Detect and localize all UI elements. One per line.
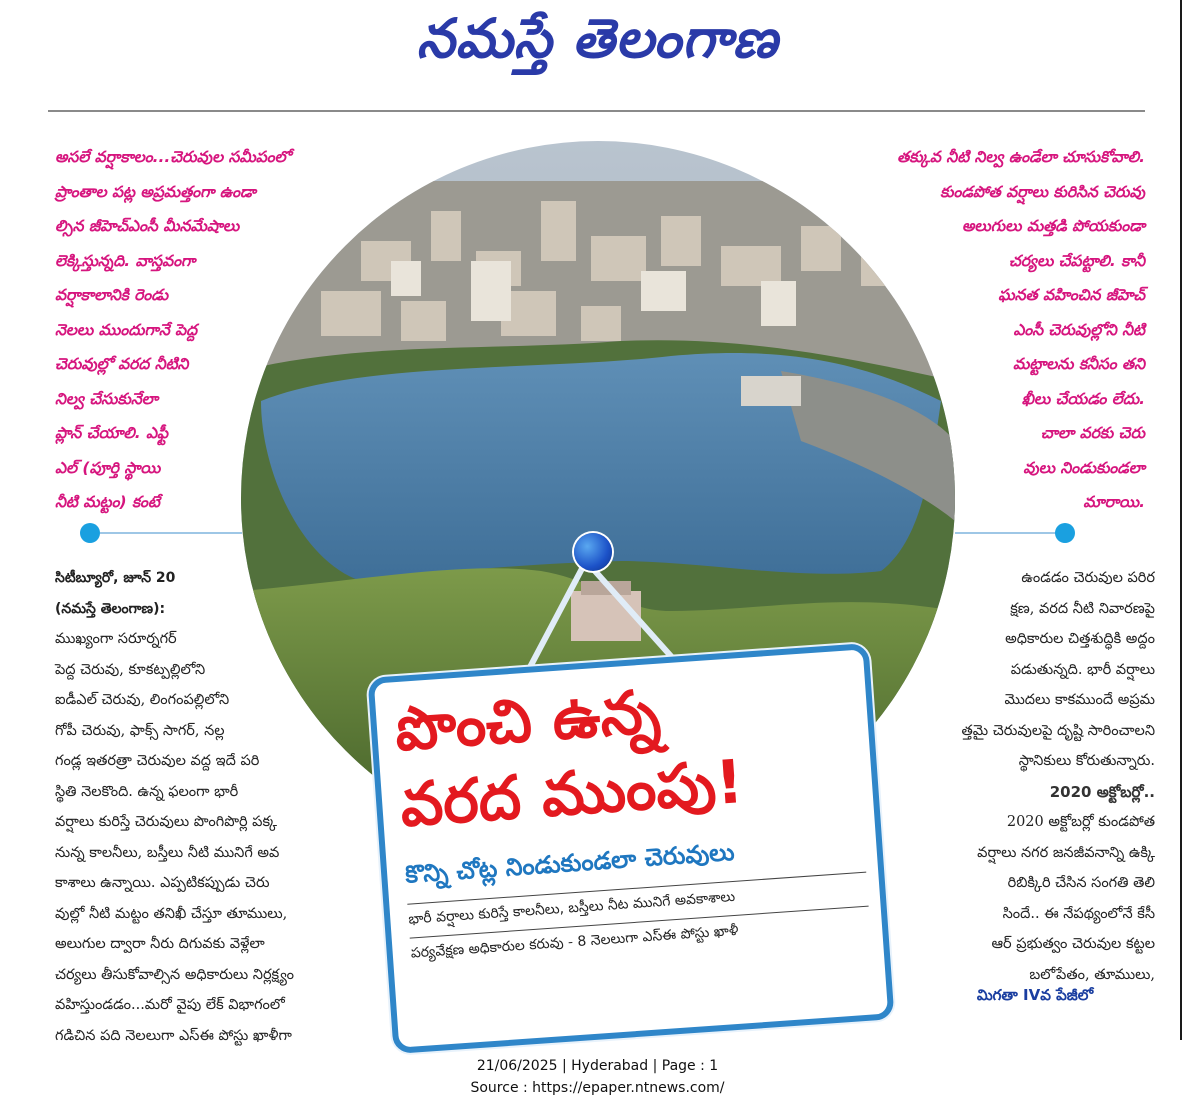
body-line: వహిస్తుండడం...మరో వైపు లేక్ విభాగంలో [55, 997, 285, 1013]
body-line: గోపీ చెరువు, ఫాక్స్ సాగర్, నల్ల [55, 722, 225, 739]
body-line: త్తమై చెరువులపై దృష్టి సారించాలని [961, 722, 1155, 739]
intro-line: ప్లాన్ చేయాలి. ఎఫ్టీ [55, 424, 169, 442]
intro-line: చెరువుల్లో వరద నీటిని [55, 355, 189, 373]
headline-line-1: పొంచి ఉన్న [392, 676, 663, 766]
body-line: బలోపేతం, తూములు, [1029, 966, 1155, 983]
body-line: గడిచిన పది నెలలుగా ఎస్ఈ పోస్టు ఖాళీగా [55, 1027, 292, 1044]
footer-source[interactable]: Source : https://epaper.ntnews.com/ [470, 1080, 725, 1096]
body-line: వుల్లో నీటి మట్టం తనిఖీ చేస్తూ తూములు, [55, 905, 288, 922]
body-line: అధికారుల చిత్తశుద్ధికి అద్దం [1005, 631, 1155, 647]
intro-line: అసలే వర్షాకాలం...చెరువుల సమీపంలో [55, 148, 291, 166]
intro-line: ల్సిన జీహెచ్ఎంసీ మీనమేషాలు [55, 217, 240, 235]
intro-line: ఘనత వహించిన జీహెచ్ [998, 286, 1145, 304]
intro-line: అలుగులు మత్తడి పోయకుండా [961, 217, 1145, 235]
body-line: వర్షాలు కురిస్తే చెరువులు పొంగిపొర్లి పక్క [55, 814, 278, 830]
body-line: ఉండడం చెరువుల పరిర [1021, 570, 1155, 586]
body-line: అలుగుల ద్వారా నీరు దిగువకు వెళ్లేలా [55, 936, 265, 952]
intro-line: మారాయి. [1083, 493, 1145, 511]
body-line: చర్యలు తీసుకోవాల్సిన అధికారులు నిర్లక్ష్యం [55, 966, 294, 983]
headline-subtitle: కొన్ని చోట్ల నిండుకుండలా చెరువులు [404, 837, 736, 889]
dateline: సిటీబ్యూరో, జూన్ 20 [55, 570, 176, 586]
intro-line: ప్రాంతాల పట్ల అప్రమత్తంగా ఉండా [55, 182, 256, 201]
body-line: ముఖ్యంగా సరూర్నగర్ [55, 631, 177, 647]
top-divider [48, 110, 1145, 112]
body-right-column [905, 563, 1155, 990]
intro-line: నీటి మట్టం) కంటే [55, 493, 160, 511]
intro-line: నెలలు ముందుగానే పెద్ద [55, 320, 198, 339]
body-line: రిబిక్కిరి చేసిన సంగతి తెలి [1007, 875, 1155, 891]
body-line: ఐడీఎల్ చెరువు, లింగంపల్లిలోని [55, 692, 230, 708]
intro-line: వులు నిండుకుండలా [1023, 458, 1145, 477]
body-line: నున్న కాలనీలు, బస్తీలు నీటి మునిగే అవ [55, 844, 280, 861]
subhead: 2020 అక్టోబర్లో.. [1049, 782, 1155, 801]
headline-bullet: భారీ వర్షాలు కురిస్తే కాలనీలు, బస్తీలు నీట మునిగే అవకాశాలు [407, 872, 868, 938]
intro-line: తక్కువ నీటి నిల్వ ఉండేలా చూసుకోవాలి. [897, 148, 1145, 166]
body-line: మొదలు కాకముందే అప్రమ [1004, 692, 1155, 708]
headline-box [367, 643, 894, 1054]
continued-jump-link[interactable]: మిగతా IVవ పేజీలో [976, 986, 1094, 1004]
intro-line: ఎల్ (పూర్తి స్థాయి [55, 458, 161, 477]
intro-line: చాలా వరకు చెరు [1040, 424, 1145, 442]
body-line: గండ్ల ఇతరత్రా చెరువుల వద్ద ఇదే పరి [55, 753, 260, 769]
separator-dot-left [80, 523, 100, 543]
pin-marker [574, 533, 612, 571]
headline-bullet: పర్యవేక్షణ అధికారుల కరువు - 8 నెలలుగా ఎస్ఈ పోస్టు ఖాళీ [410, 906, 871, 972]
body-line: 2020 అక్టోబర్లో కుండపోత [1006, 814, 1155, 830]
body-line: స్థానికులు కోరుతున్నారు. [1018, 753, 1155, 769]
intro-line: ఖీలు చేయడం లేదు. [1021, 389, 1145, 408]
body-line: కాశాలు ఉన్నాయి. ఎప్పటికప్పుడు చెరు [55, 875, 270, 891]
body-line: వర్షాలు నగర జనజీవనాన్ని ఉక్కి [977, 844, 1155, 861]
dateline-source: (నమస్తే తెలంగాణ): [55, 600, 166, 617]
body-line: సిందే.. ఈ నేపథ్యంలోనే కేసీ [1002, 905, 1155, 922]
headline [393, 660, 862, 844]
body-line: పెద్ద చెరువు, కూకట్పల్లిలోని [55, 661, 206, 678]
intro-line: ఎంసీ చెరువుల్లోని నీటి [1013, 320, 1145, 339]
separator-line-left [100, 532, 242, 534]
body-left-column [55, 563, 375, 1051]
intro-line: కుండపోత వర్షాలు కురిసిన చెరువు [940, 182, 1145, 201]
intro-line: వర్షాకాలానికి రెండు [55, 286, 169, 304]
body-line: పడుతున్నది. భారీ వర్షాలు [1010, 661, 1155, 678]
separator-line-right [955, 532, 1065, 534]
footer-date-location: 21/06/2025 | Hyderabad | Page : 1 [476, 1058, 719, 1074]
intro-line: లెక్కిస్తున్నది. వాస్తవంగా [55, 251, 196, 270]
footer [0, 1055, 1195, 1099]
headline-line-2: వరద ముంపు! [398, 747, 746, 841]
intro-line: నిల్వ చేసుకునేలా [55, 389, 158, 408]
body-line: ఆర్ ప్రభుత్వం చెరువుల కట్టల [991, 936, 1155, 952]
masthead-title: నమస్తే తెలంగాణ [416, 7, 779, 70]
page-border [1180, 0, 1182, 1040]
separator-dot-right [1055, 523, 1075, 543]
intro-line: మట్టాలను కనీసం తని [1012, 355, 1145, 373]
intro-line: చర్యలు చేపట్టాలి. కానీ [1008, 251, 1145, 270]
body-line: స్థితి నెలకొంది. ఉన్న ఫలంగా భారీ [55, 783, 239, 800]
body-line: క్షణ, వరద నీటి నివారణపై [1010, 600, 1155, 617]
